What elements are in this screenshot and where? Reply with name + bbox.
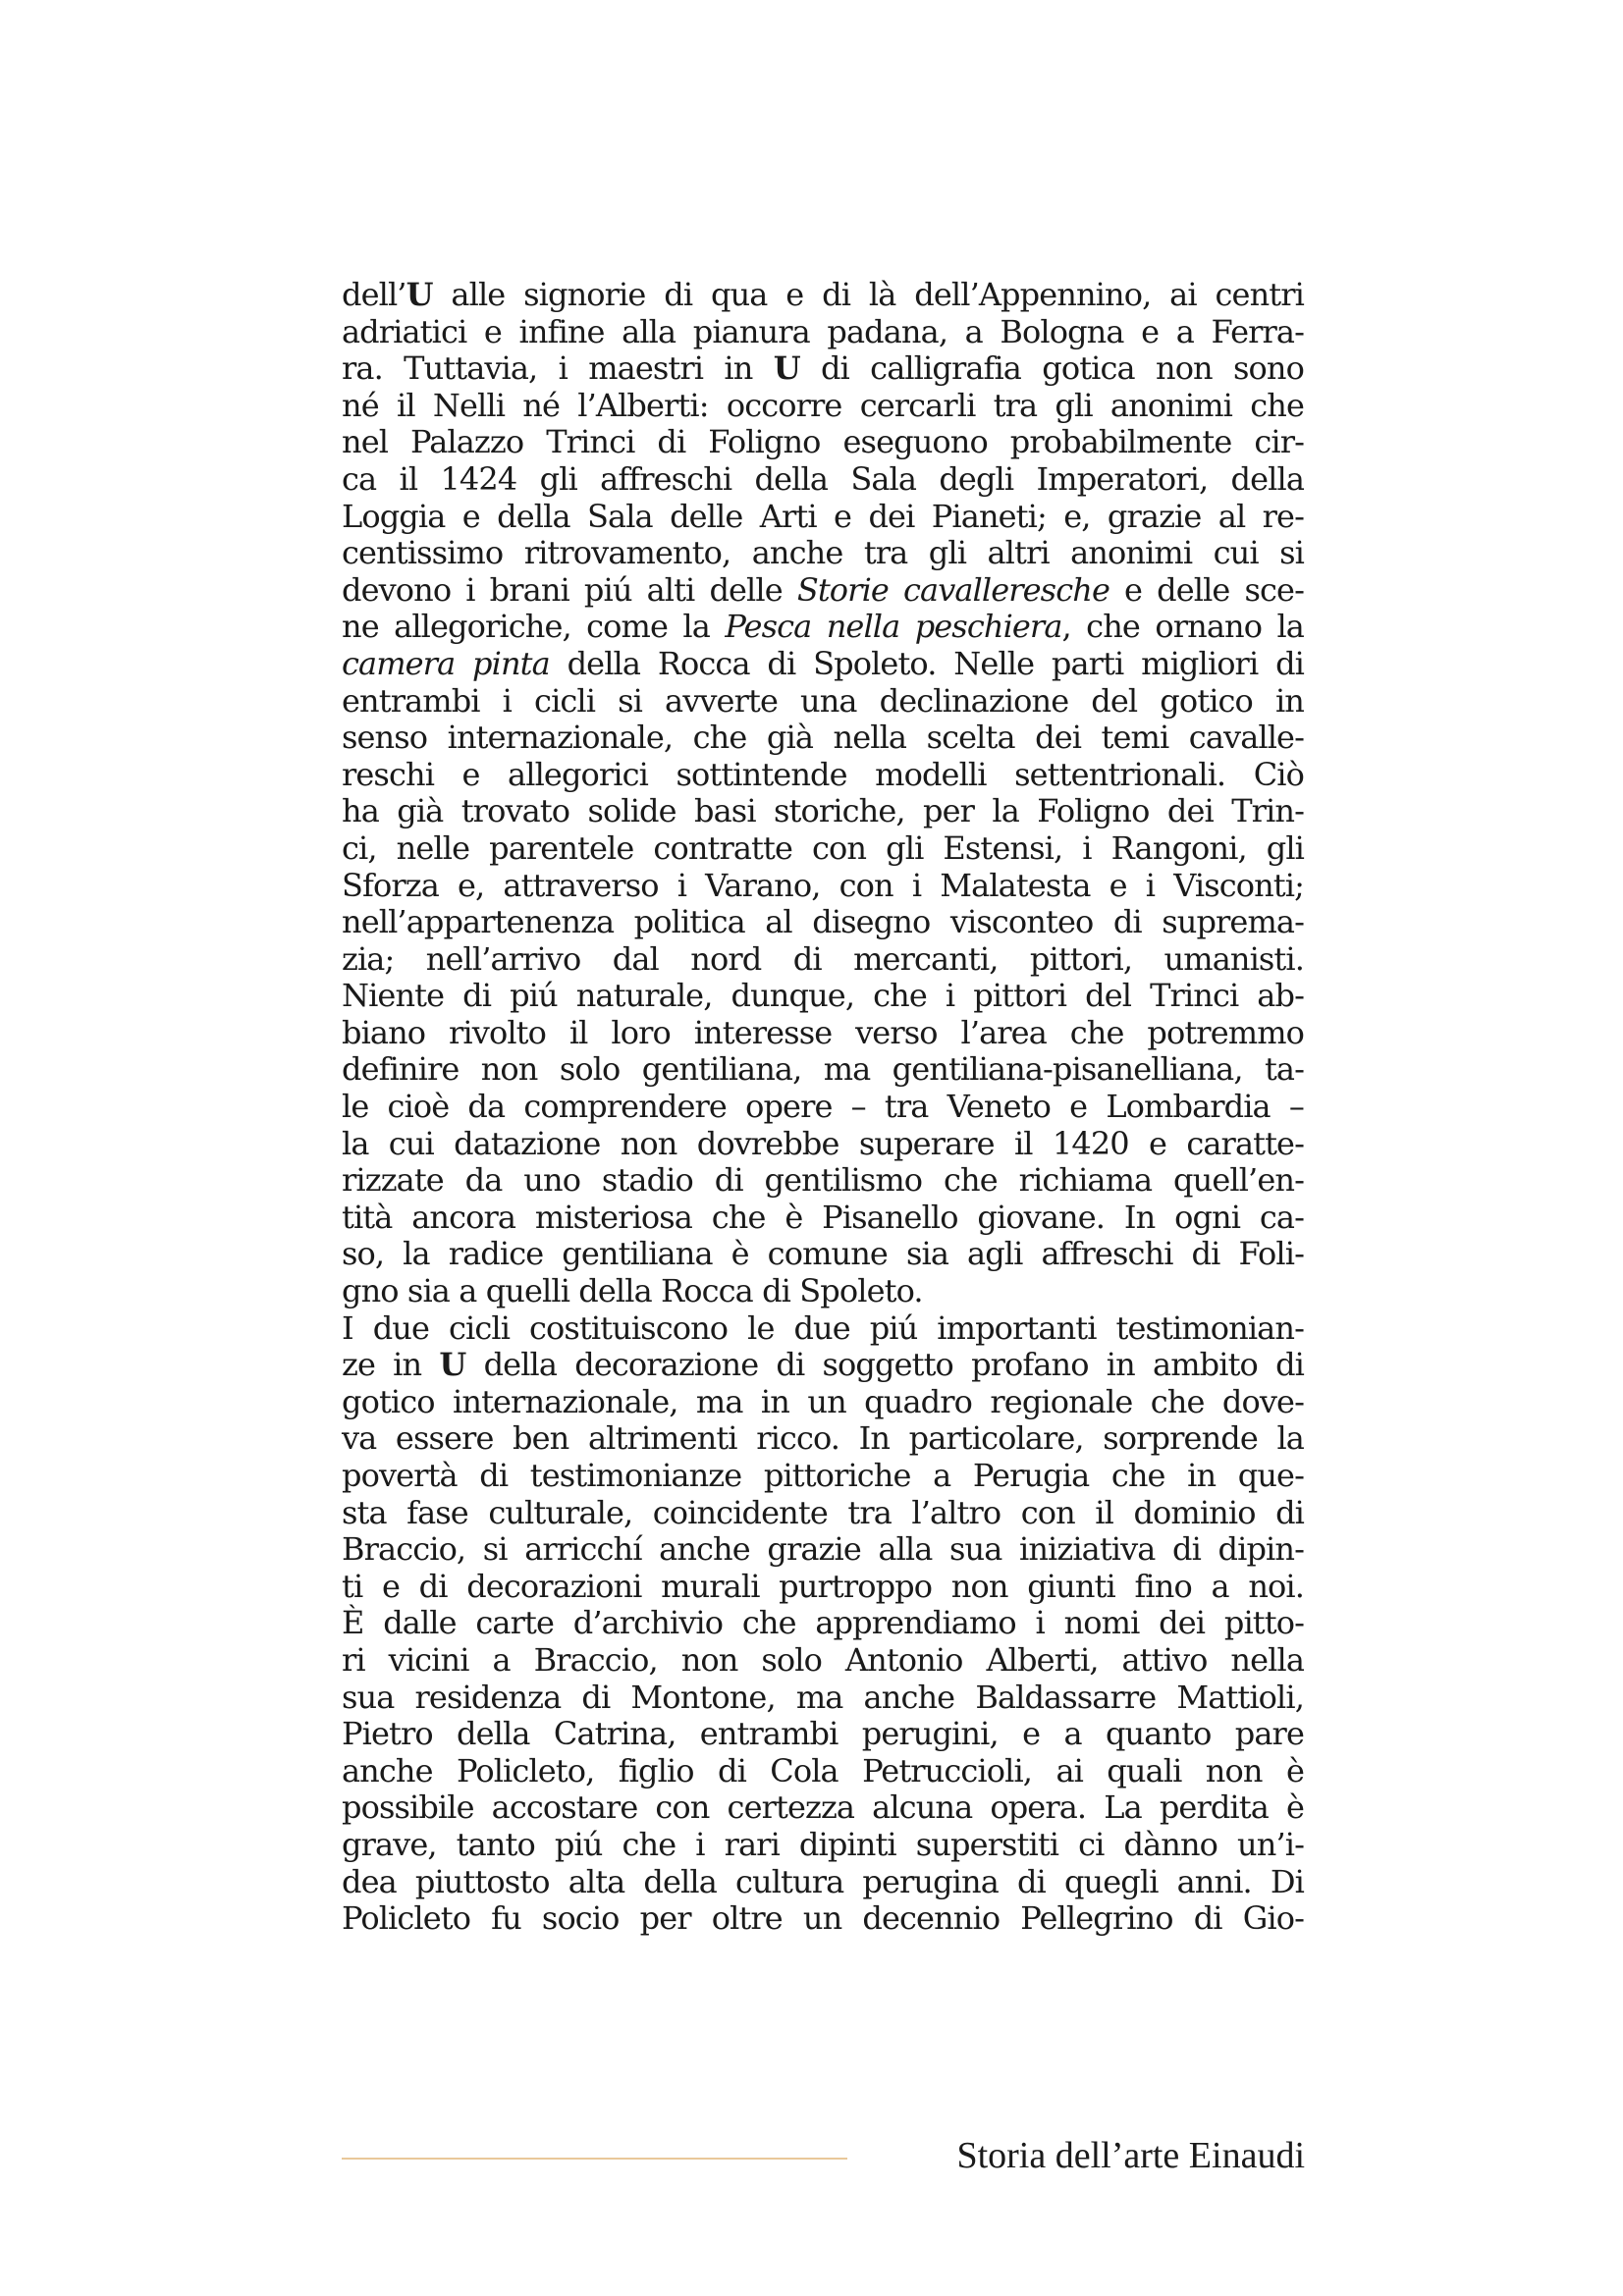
text-segment: Sforza e, attraverso i Varano, con i Malatesta e i Visconti; [342, 866, 1304, 904]
text-segment: È dalle carte d’archivio che apprendiamo i nomi dei pitto- [342, 1604, 1304, 1642]
text-line [342, 793, 1304, 830]
text-line [342, 1680, 1304, 1717]
text-segment: ri vicini a Braccio, non solo Antonio Alberti, attivo nella [342, 1640, 1304, 1679]
text-line [342, 1458, 1304, 1495]
text-segment: so, la radice gentiliana è comune sia agli affreschi di Foli- [342, 1235, 1304, 1273]
text-line [342, 646, 1304, 683]
text-line [342, 720, 1304, 757]
text-segment: possibile accostare con certezza alcuna opera. La perdita è [342, 1789, 1304, 1827]
text-segment: definire non solo gentiliana, ma gentiliana-pisanelliana, ta- [342, 1050, 1304, 1089]
text-line [342, 1569, 1304, 1606]
text-segment: anche Policleto, figlio di Cola Petruccioli, ai quali non è [342, 1751, 1304, 1789]
text-segment: gotico internazionale, ma in un quadro regionale che dove- [342, 1382, 1304, 1420]
text-segment: va essere ben altrimenti ricco. In particolare, sorprende la [342, 1419, 1304, 1458]
text-line [342, 1200, 1304, 1237]
text-segment: nell’appartenenza politica al disegno visconteo di suprema- [342, 903, 1304, 941]
text-segment: della Rocca di Spoleto. Nelle parti migliori di [549, 644, 1304, 682]
text-segment: biano rivolto il loro interesse verso l’area che potremmo [342, 1013, 1304, 1051]
text-line [342, 350, 1304, 388]
text-segment: di calligrafia gotica non sono [799, 349, 1304, 388]
text-line [342, 1384, 1304, 1421]
text-segment: sta fase culturale, coincidente tra l’altro con il dominio di [342, 1493, 1304, 1531]
text-segment: ci, nelle parentele contratte con gli Estensi, i Rangoni, gli [342, 828, 1304, 867]
text-segment: adriatici e infine alla pianura padana, a Bologna e a Ferra- [342, 312, 1304, 350]
text-line [342, 1051, 1304, 1089]
text-line [342, 1716, 1304, 1753]
text-segment: dea piuttosto alta della cultura perugina di quegli anni. Di [342, 1862, 1304, 1900]
text-line [342, 1310, 1304, 1348]
text-segment: povertà di testimonianze pittoriche a Perugia che in que- [342, 1457, 1304, 1494]
text-line [342, 424, 1304, 461]
text-line [342, 1531, 1304, 1569]
text-segment: né il Nelli né l’Alberti: occorre cercarli tra gli anonimi che [342, 386, 1304, 424]
text-line [342, 904, 1304, 941]
text-line [342, 1642, 1304, 1680]
bold-marker: U [406, 276, 433, 313]
footer-rule [342, 2158, 847, 2160]
text-line [342, 277, 1304, 314]
text-segment: Loggia e della Sala delle Arti e dei Pianeti; e, grazie al re- [342, 497, 1304, 535]
text-line [342, 683, 1304, 721]
text-line [342, 1900, 1304, 1938]
text-line [342, 1827, 1304, 1864]
text-segment: le cioè da comprendere opere – tra Veneto e Lombardia – [342, 1088, 1304, 1126]
text-line [342, 868, 1304, 905]
text-segment: ze in [342, 1346, 440, 1384]
text-segment: e delle sce- [1109, 570, 1304, 609]
text-line [342, 1347, 1304, 1384]
footer-label: Storia dell’arte Einaudi [956, 2135, 1305, 2176]
text-line [342, 1864, 1304, 1901]
text-segment: devono i brani piú alti delle [342, 570, 797, 609]
text-segment: alle signorie di qua e di là dell’Appennino, ai centri [432, 276, 1304, 313]
text-segment: ne allegoriche, come la [342, 608, 726, 646]
text-segment: , che ornano la [1061, 608, 1304, 646]
text-line [342, 461, 1304, 499]
text-segment: dell’ [342, 276, 406, 313]
text-segment: Pietro della Catrina, entrambi perugini, e a quanto pare [342, 1715, 1304, 1753]
text-segment: reschi e allegorici sottintende modelli settentrionali. Ciò [342, 755, 1304, 793]
text-line [342, 941, 1304, 979]
text-line [342, 572, 1304, 610]
text-segment: zia; nell’arrivo dal nord di mercanti, pittori, umanisti. [342, 939, 1304, 978]
text-line [342, 1420, 1304, 1458]
text-line [342, 499, 1304, 536]
text-segment: rizzate da uno stadio di gentilismo che richiama quell’en- [342, 1161, 1304, 1200]
text-line [342, 609, 1304, 646]
text-segment: gno sia a quelli della Rocca di Spoleto. [342, 1272, 923, 1310]
text-segment: Niente di piú naturale, dunque, che i pittori del Trinci ab- [342, 977, 1304, 1015]
text-line [342, 1753, 1304, 1790]
text-line [342, 1273, 1304, 1310]
text-line [342, 1089, 1304, 1126]
text-line [342, 1789, 1304, 1827]
bold-marker: U [773, 349, 800, 388]
text-segment: ra. Tuttavia, i maestri in [342, 349, 774, 388]
text-segment: ca il 1424 gli affreschi della Sala degli Imperatori, della [342, 459, 1304, 498]
text-segment: centissimo ritrovamento, anche tra gli altri anonimi cui si [342, 534, 1304, 572]
text-line [342, 535, 1304, 572]
text-segment: della decorazione di soggetto profano in ambito di [465, 1346, 1304, 1384]
text-line [342, 1236, 1304, 1273]
text-line [342, 1126, 1304, 1163]
body-text [342, 277, 1304, 1938]
text-segment: senso internazionale, che già nella scelta dei temi cavalle- [342, 719, 1304, 757]
text-segment: I due cicli costituiscono le due piú importanti testimonian- [342, 1308, 1304, 1347]
text-segment: Braccio, si arricchí anche grazie alla sua iniziativa di dipin- [342, 1530, 1304, 1569]
text-line [342, 388, 1304, 425]
text-segment: sua residenza di Montone, ma anche Baldassarre Mattioli, [342, 1678, 1304, 1716]
italic-title: Pesca nella peschiera [725, 608, 1062, 646]
text-line [342, 978, 1304, 1015]
text-segment: ti e di decorazioni murali purtroppo non giunti fino a noi. [342, 1567, 1304, 1605]
bold-marker: U [439, 1346, 466, 1384]
text-segment: Policleto fu socio per oltre un decennio Pellegrino di Gio- [342, 1899, 1304, 1938]
italic-title: Storie cavalleresche [796, 570, 1109, 609]
text-line [342, 314, 1304, 351]
text-line [342, 1495, 1304, 1532]
text-line [342, 1605, 1304, 1642]
text-segment: tità ancora misteriosa che è Pisanello giovane. In ogni ca- [342, 1198, 1304, 1236]
text-line [342, 1162, 1304, 1200]
text-segment: nel Palazzo Trinci di Foligno eseguono probabilmente cir- [342, 423, 1304, 461]
text-segment: ha già trovato solide basi storiche, per la Foligno dei Trin- [342, 792, 1304, 830]
text-line [342, 757, 1304, 794]
text-line [342, 830, 1304, 868]
italic-title: camera pinta [342, 644, 550, 682]
text-line [342, 1015, 1304, 1052]
text-segment: la cui datazione non dovrebbe superare il 1420 e caratte- [342, 1124, 1304, 1162]
text-segment: grave, tanto piú che i rari dipinti superstiti ci dànno un’i- [342, 1825, 1304, 1863]
text-segment: entrambi i cicli si avverte una declinazione del gotico in [342, 681, 1304, 720]
